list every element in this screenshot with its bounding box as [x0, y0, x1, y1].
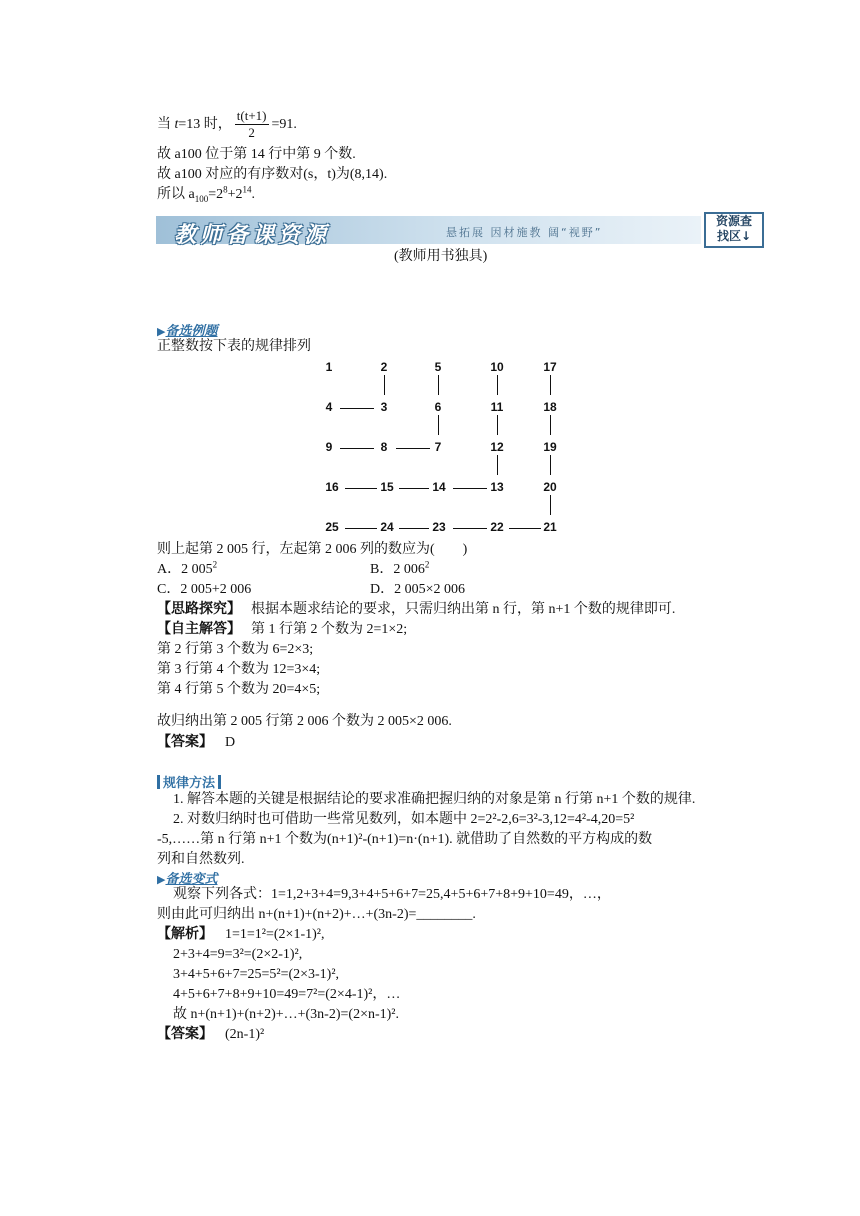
text: =91. [271, 117, 297, 132]
variant-solution-line: 故 n+(n+1)+(n+2)+…+(3n-2)=(2×n-1)². [173, 1007, 399, 1022]
grid-cell: 8 [380, 440, 388, 454]
superscript: 8 [223, 184, 228, 195]
grid-cell: 22 [490, 520, 504, 534]
superscript: 2 [424, 559, 430, 570]
text: . [251, 187, 256, 202]
method-point-2-cont: 列和自然数列. [157, 852, 245, 867]
fraction-numerator: t(t+1) [236, 108, 267, 124]
variant-solution [157, 925, 324, 945]
grid-cell: 7 [434, 440, 442, 454]
grid-cell: 9 [325, 440, 333, 454]
grid-cell: 23 [432, 520, 446, 534]
section-label: 【自主解答】 [157, 622, 241, 637]
grid-cell: 15 [380, 480, 394, 494]
grid-cell: 6 [434, 400, 442, 414]
answer-value: (2n-1)² [225, 1027, 265, 1042]
tag-label: 备选变式 [165, 872, 218, 887]
grid-connector [345, 488, 377, 489]
grid-connector [497, 455, 498, 475]
grid-connector [340, 448, 374, 449]
section-label: 【思路探究】 [157, 602, 241, 617]
fraction-denominator: 2 [248, 125, 255, 141]
subscript: 100 [194, 193, 209, 204]
teacher-resource-banner [156, 210, 762, 246]
bar-icon [218, 775, 221, 789]
method-tag [157, 772, 224, 791]
grid-cell: 16 [325, 480, 339, 494]
superscript: 2 [212, 559, 218, 570]
section-label: 【答案】 [157, 735, 213, 750]
box-line: 资源查 [715, 214, 752, 228]
text: +2 [227, 187, 243, 202]
teacher-only-note: (教师用书独具) [394, 249, 488, 264]
method-point-2: 2. 对数归纳时也可借助一些常见数列，如本题中 2=2²-2,6=3²-3,12=4²-4,20=5² [173, 812, 635, 827]
self-solution [157, 620, 407, 640]
grid-connector [438, 375, 439, 395]
variant-solution-line: 4+5+6+7+8+9+10=49=7²=(2×4-1)²，… [173, 987, 401, 1002]
option-a [157, 560, 217, 580]
option-b [370, 560, 429, 580]
grid-connector [550, 415, 551, 435]
example-question: 则上起第 2 005 行，左起第 2 006 列的数应为( ) [157, 542, 468, 557]
think-explore [157, 600, 675, 620]
grid-cell: 17 [543, 360, 557, 374]
grid-cell: 2 [380, 360, 388, 374]
grid-connector [550, 455, 551, 475]
bar-icon [157, 775, 160, 789]
section-text: 根据本题求结论的要求，只需归纳出第 n 行，第 n+1 个数的规律即可. [251, 602, 676, 617]
grid-cell: 10 [490, 360, 504, 374]
grid-connector [453, 488, 487, 489]
self-solution-line: 第 3 行第 4 个数为 12=3×4; [157, 662, 321, 677]
answer-value: D [225, 735, 236, 750]
grid-cell: 14 [432, 480, 446, 494]
grid-cell: 5 [434, 360, 442, 374]
method-point-2-cont: -5,……第 n 行第 n+1 个数为(n+1)²-(n+1)=n·(n+1). 就借助了自然数的平方构成的数 [157, 832, 653, 847]
option-text: B．2 006 [370, 562, 425, 577]
example-answer [157, 733, 235, 753]
grid-connector [340, 408, 374, 409]
fraction [235, 108, 269, 141]
grid-cell: 21 [543, 520, 557, 534]
self-solution-line: 第 2 行第 3 个数为 6=2×3; [157, 642, 314, 657]
grid-connector [453, 528, 487, 529]
grid-cell: 24 [380, 520, 394, 534]
line-when-t [157, 106, 297, 144]
section-text: 第 1 行第 2 个数为 2=1×2; [251, 622, 408, 637]
var-t: t [174, 117, 179, 132]
grid-cell: 4 [325, 400, 333, 414]
self-solution-line: 第 4 行第 5 个数为 20=4×5; [157, 682, 321, 697]
grid-cell: 18 [543, 400, 557, 414]
grid-connector [497, 415, 498, 435]
triangle-icon: ▶ [157, 873, 166, 886]
option-d: D．2 005×2 006 [370, 582, 466, 597]
text: 所以 a [157, 187, 195, 202]
option-text: A．2 005 [157, 562, 213, 577]
option-c: C．2 005+2 006 [157, 582, 252, 597]
grid-connector [550, 375, 551, 395]
grid-cell: 1 [325, 360, 333, 374]
section-text: 1=1=1²=(2×1-1)², [225, 927, 325, 942]
grid-cell: 13 [490, 480, 504, 494]
grid-connector [509, 528, 541, 529]
line-a100-value [157, 185, 255, 205]
tag-label: 规律方法 [163, 776, 216, 791]
variant-answer [157, 1025, 264, 1045]
tag-label: 备选例题 [165, 324, 218, 339]
grid-cell: 11 [490, 400, 504, 414]
grid-connector [399, 488, 429, 489]
variant-solution-line: 2+3+4=9=3²=(2×2-1)², [173, 947, 303, 962]
variant-question: 观察下列各式：1=1,2+3+4=9,3+4+5+6+7=25,4+5+6+7+8+9+10=49，…， [173, 887, 611, 902]
section-label: 【答案】 [157, 1027, 213, 1042]
text: =2 [208, 187, 224, 202]
grid-connector [438, 415, 439, 435]
grid-cell: 19 [543, 440, 557, 454]
text: =13 时， [178, 117, 232, 132]
grid-cell: 12 [490, 440, 504, 454]
triangle-icon: ▶ [157, 325, 166, 338]
line-a100-position: 故 a100 位于第 14 行中第 9 个数. [157, 147, 356, 162]
self-solution-conclusion: 故归纳出第 2 005 行第 2 006 个数为 2 005×2 006. [157, 714, 452, 729]
example-intro: 正整数按下表的规律排列 [157, 339, 311, 354]
grid-connector [550, 495, 551, 515]
box-line: 找区↓ [716, 229, 752, 243]
grid-cell: 20 [543, 480, 557, 494]
banner-title: 教师备课资源 [174, 223, 331, 248]
grid-connector [399, 528, 429, 529]
variant-solution-line: 3+4+5+6+7=25=5²=(2×3-1)², [173, 967, 340, 982]
method-point-1: 1. 解答本题的关键是根据结论的要求准确把握归纳的对象是第 n 行第 n+1 个数的规律. [173, 792, 696, 807]
superscript: 14 [242, 184, 252, 195]
grid-connector [497, 375, 498, 395]
grid-connector [396, 448, 430, 449]
section-label: 【解析】 [157, 927, 213, 942]
grid-cell: 3 [380, 400, 388, 414]
resource-lookup-box [704, 212, 764, 248]
text: 当 [157, 117, 175, 132]
banner-slogan: 悬拓展 因材施教 阔“视野” [446, 226, 603, 239]
grid-cell: 25 [325, 520, 339, 534]
line-a100-pair: 故 a100 对应的有序数对(s，t)为(8,14). [157, 167, 388, 182]
grid-connector [345, 528, 377, 529]
variant-question-cont: 则由此可归纳出 n+(n+1)+(n+2)+…+(3n-2)=________. [157, 907, 476, 922]
grid-connector [384, 375, 385, 395]
